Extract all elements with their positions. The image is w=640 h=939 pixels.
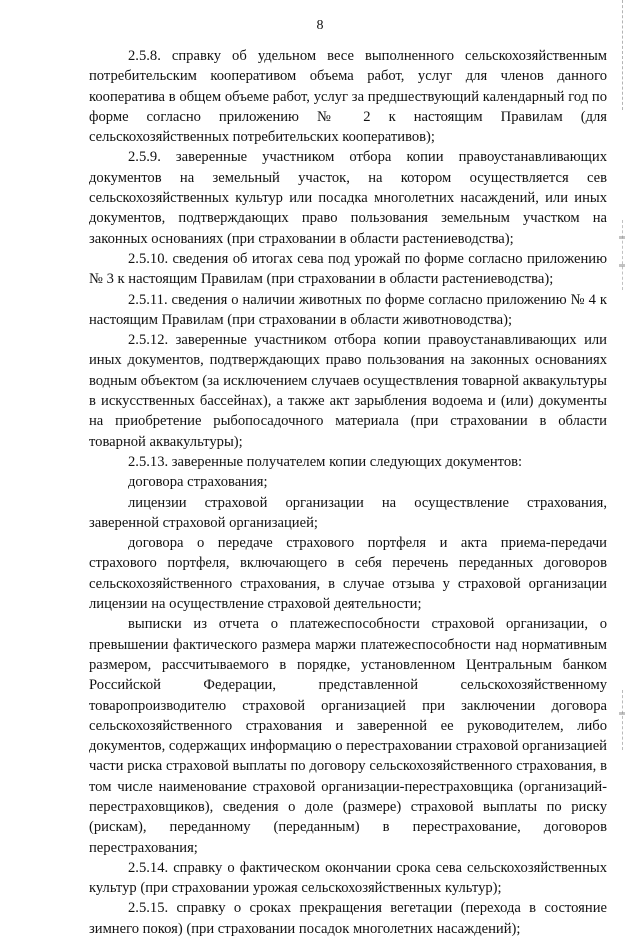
paragraph-2-5-8: 2.5.8. справку об удельном весе выполненного сельскохозяйственным потребительским кооперативом объема работ, услуг для членов данного кооператива в общем объеме работ, услуг за предшествующий календарный год по форме согласно приложению № 2 к настоящим Правилам (для сельскохозяйственных потребительских кооперативов); [89, 48, 607, 146]
scan-edge-artifact [622, 220, 623, 290]
paragraph-2-5-15: 2.5.15. справку о сроках прекращения вегетации (перехода в состояние зимнего покоя) (при страховании посадок многолетних насаждений); [89, 900, 607, 937]
paragraph-2-5-10: 2.5.10. сведения об итогах сева под урожай по форме согласно приложению № 3 к настоящим Правилам (при страховании в области растениеводства); [89, 250, 607, 288]
paragraph-2-5-14: 2.5.14. справку о фактическом окончании срока сева сельскохозяйственных культур (при страховании урожая сельскохозяйственных культур); [89, 859, 607, 897]
scan-edge-artifact [622, 690, 623, 750]
scan-mark [619, 236, 625, 239]
scan-edge-artifact [622, 0, 623, 110]
paragraph-2-5-11: 2.5.11. сведения о наличии животных по форме согласно приложению № 4 к настоящим Правилам (при страховании в области животноводства); [89, 291, 607, 328]
paragraph-2-5-12: 2.5.12. заверенные участником отбора копии правоустанавливающих или иных документов, подтверждающих право пользования на законных основаниях водным объектом (за исключением случаев осуществления товарной аквакультуры в искусственных бассейнах), а также акт зарыбления водоема и (или) документы на приобретение рыбопосадочного материала (при страховании в области товарной аквакультуры); [89, 332, 607, 450]
paragraph-2-5-13: 2.5.13. заверенные получателем копии следующих документов: [128, 453, 523, 470]
page-number: 8 [316, 18, 324, 33]
scan-mark [619, 264, 625, 267]
list-item-solvency-report: выписки из отчета о платежеспособности страховой организации, о превышении фактического размера маржи платежеспособности над нормативным размером, рассчитываемого в порядке, установленном Центральным банком Российской Федерации, представленной сельскохозяйственному товаропроизводителю страховой организацией при заключении договора сельскохозяйственного страхования и заверенной ее руководителем, либо документов, содержащих информацию о перестраховании страховой организацией части риска страховой выплаты по договору сельскохозяйственного страхования, в том числе наименование страховой организации-перестраховщика (организаций-перестраховщиков), сведения о доле (размере) страховой выплаты по риску (рискам), переданному (переданным) в перестрахование, договоров перестрахования; [89, 616, 607, 856]
paragraph-2-5-9: 2.5.9. заверенные участником отбора копии правоустанавливающих документов на земельный участок, на котором осуществляется сев сельскохозяйственных культур или посадка многолетних насаждений, или иных документов, подтверждающих право пользования земельным участком на законных основаниях (при страховании в области растениеводства); [89, 149, 607, 247]
list-item-license: лицензии страховой организации на осуществление страхования, заверенной страховой организацией; [89, 494, 607, 531]
document-body [89, 46, 607, 939]
scan-mark [619, 712, 625, 715]
list-item-portfolio-transfer: договора о передаче страхового портфеля и акта приема-передачи страхового портфеля, включающего в себя перечень переданных договоров сельскохозяйственного страхования, в случае отзыва у страховой организации лицензии на осуществление страховой деятельности; [89, 535, 607, 613]
list-item-insurance-contract: договора страхования; [128, 474, 268, 491]
